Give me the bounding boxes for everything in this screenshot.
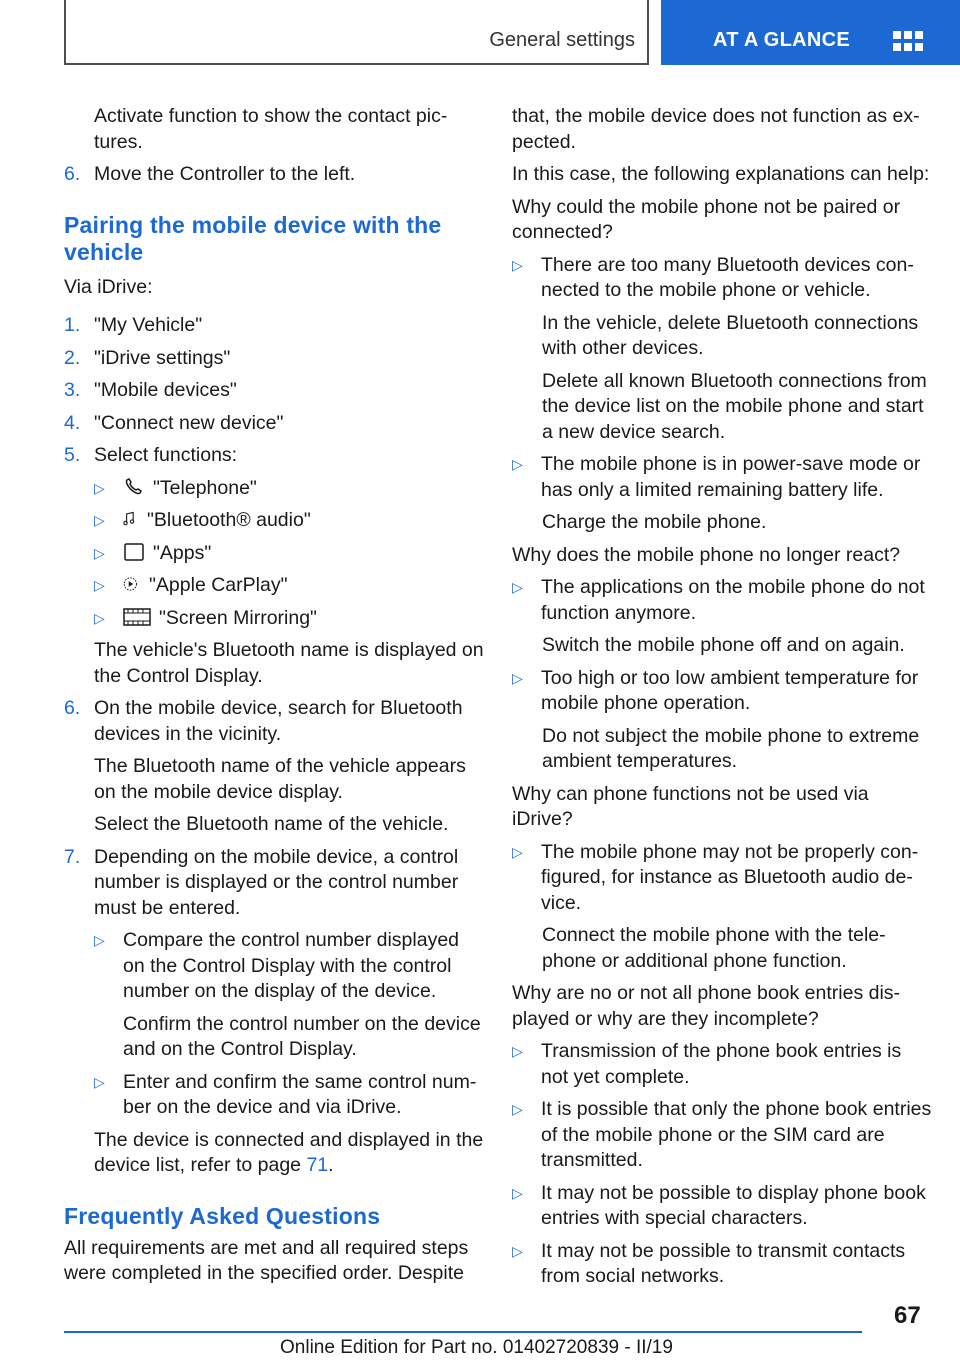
list-item [64, 845, 484, 922]
question: Why are no or not all phone book entries dis-played or why are they incomplete? [512, 982, 901, 1030]
footer-edition: Online Edition for Part no. 01402720839 - II/19 [280, 1337, 673, 1358]
list-text: On the mobile device, search for Bluetooth devices in the vicinity. [94, 697, 463, 745]
triangle-bullet-icon: ▷ [94, 479, 105, 496]
bullet-text: The applications on the mobile phone do not function anymore. [541, 576, 925, 624]
triangle-bullet-icon: ▷ [512, 1184, 523, 1201]
question: Why could the mobile phone not be paired or connected? [512, 195, 901, 243]
bullet-item [512, 1097, 932, 1174]
triangle-bullet-icon: ▷ [512, 579, 523, 595]
play-circle-icon [123, 574, 141, 594]
function-item-telephone [94, 476, 484, 502]
function-label: "Telephone" [153, 476, 257, 499]
music-note-icon [123, 509, 139, 529]
bullet-item [512, 666, 932, 717]
triangle-bullet-icon: ▷ [94, 932, 105, 948]
header-title-box [64, 0, 649, 65]
paragraph: Connect the mobile phone with the tele-phone or additional phone function. [542, 924, 886, 972]
section-heading-faq: Frequently Asked Questions [64, 1202, 381, 1229]
list-number: 7. [64, 845, 81, 868]
paragraph-text: . [328, 1154, 334, 1176]
list-item [64, 162, 484, 188]
bullet-text: There are too many Bluetooth devices con-nected to the mobile phone or vehicle. [541, 253, 914, 301]
question: Why can phone functions not be used via iDrive? [512, 782, 869, 830]
header-title: General settings [489, 29, 635, 51]
page-number: 67 [894, 1302, 921, 1329]
paragraph: Via iDrive: [64, 275, 153, 298]
bullet-item [512, 452, 932, 503]
list-number: 3. [64, 379, 81, 401]
bullet-item [94, 1070, 484, 1121]
list-number: 2. [64, 346, 81, 369]
bullet-text: The mobile phone is in power-save mode or has only a limited remaining battery life. [541, 453, 921, 501]
paragraph: Select the Bluetooth name of the vehicle. [94, 813, 449, 835]
function-label: "Apple CarPlay" [149, 574, 288, 596]
grid-menu-icon[interactable] [893, 29, 923, 53]
bullet-text: Too high or too low ambient temperature for mobile phone operation. [541, 666, 919, 714]
screen-mirroring-icon [123, 607, 151, 627]
list-number: 6. [64, 163, 81, 185]
menu-path-text: "Connect new device" [94, 411, 284, 434]
bullet-item [94, 928, 484, 1005]
list-number: 4. [64, 411, 81, 434]
bullet-text: Compare the control number displayed on the Control Display with the control number on the display of the device. [123, 929, 460, 1002]
bullet-item [512, 1239, 932, 1290]
list-text: Move the Controller to the left. [94, 163, 356, 185]
paragraph-text: The device is connected and displayed in the device list, refer to page [94, 1128, 484, 1176]
menu-path-text: "Mobile devices" [94, 379, 237, 401]
paragraph: Confirm the control number on the device and on the Control Display. [123, 1012, 481, 1060]
paragraph: The Bluetooth name of the vehicle appears on the mobile device display. [94, 755, 466, 803]
function-item-apps [94, 541, 484, 567]
paragraph: The vehicle's Bluetooth name is displayed on the Control Display. [94, 639, 484, 687]
list-item [64, 346, 484, 372]
paragraph [64, 1128, 484, 1179]
list-item [64, 411, 484, 437]
triangle-bullet-icon: ▷ [94, 1073, 105, 1090]
list-number: 5. [64, 444, 81, 466]
paragraph: In this case, the following explanations can help: [512, 163, 930, 185]
function-item-bluetooth-audio [94, 508, 484, 534]
list-item [64, 696, 484, 747]
bullet-item [512, 575, 932, 626]
function-item-screen-mirroring [94, 606, 484, 632]
triangle-bullet-icon: ▷ [512, 1043, 523, 1059]
page-link[interactable]: 71 [306, 1154, 329, 1176]
phone-icon [123, 477, 145, 497]
triangle-bullet-icon: ▷ [512, 456, 523, 472]
bullet-text: The mobile phone may not be properly con-figured, for instance as Bluetooth audio de-vice. [541, 840, 919, 914]
bullet-text: It may not be possible to transmit contacts from social networks. [541, 1239, 906, 1287]
triangle-bullet-icon: ▷ [512, 256, 523, 273]
function-label: "Bluetooth® audio" [147, 509, 311, 531]
function-label: "Screen Mirroring" [159, 606, 317, 629]
triangle-bullet-icon: ▷ [94, 544, 105, 561]
paragraph: that, the mobile device does not function as ex-pected. [512, 105, 920, 153]
bullet-item [512, 1181, 932, 1232]
triangle-bullet-icon: ▷ [94, 512, 105, 528]
triangle-bullet-icon: ▷ [94, 609, 105, 626]
section-heading-pairing: Pairing the mobile device with the vehicle [64, 211, 442, 265]
triangle-bullet-icon: ▷ [512, 843, 523, 860]
function-label: "Apps" [153, 541, 212, 564]
list-number: 6. [64, 697, 81, 719]
paragraph: In the vehicle, delete Bluetooth connections with other devices. [542, 311, 919, 359]
menu-path-text: "My Vehicle" [94, 314, 203, 336]
function-item-apple-carplay [94, 573, 484, 599]
question: Why does the mobile phone no longer react? [512, 543, 901, 566]
list-number: 1. [64, 314, 81, 336]
list-text: Select functions: [94, 444, 238, 466]
apps-icon [123, 542, 145, 562]
list-item [64, 443, 484, 469]
bullet-item [512, 253, 932, 304]
list-item [64, 378, 484, 404]
paragraph: Delete all known Bluetooth connections from the device list on the mobile phone and start a new device search. [542, 369, 927, 443]
bullet-text: Transmission of the phone book entries is not yet complete. [541, 1040, 902, 1088]
triangle-bullet-icon: ▷ [512, 669, 523, 686]
triangle-bullet-icon: ▷ [512, 1101, 523, 1117]
header-section-tab[interactable] [661, 0, 960, 65]
bullet-item [512, 840, 932, 917]
footer-divider [64, 1331, 862, 1333]
triangle-bullet-icon: ▷ [94, 577, 105, 593]
triangle-bullet-icon: ▷ [512, 1242, 523, 1259]
header-section-label: AT A GLANCE [713, 29, 850, 51]
paragraph: Do not subject the mobile phone to extreme ambient temperatures. [542, 724, 920, 772]
menu-path-text: "iDrive settings" [94, 346, 231, 369]
left-column [64, 104, 484, 1287]
paragraph: Switch the mobile phone off and on again. [542, 634, 905, 656]
paragraph: Activate function to show the contact pic-tures. [94, 105, 448, 153]
bullet-text: It is possible that only the phone book entries of the mobile phone or the SIM card are transmitted. [541, 1098, 932, 1171]
right-column [512, 104, 932, 1290]
paragraph: Charge the mobile phone. [542, 511, 767, 533]
list-item [64, 313, 484, 339]
bullet-item [512, 1039, 932, 1090]
bullet-text: It may not be possible to display phone book entries with special characters. [541, 1181, 926, 1229]
paragraph: All requirements are met and all required steps were completed in the specified order. Despite [64, 1236, 469, 1284]
list-text: Depending on the mobile device, a control number is displayed or the control number must be entered. [94, 845, 459, 919]
bullet-text: Enter and confirm the same control num-ber on the device and via iDrive. [123, 1070, 477, 1118]
